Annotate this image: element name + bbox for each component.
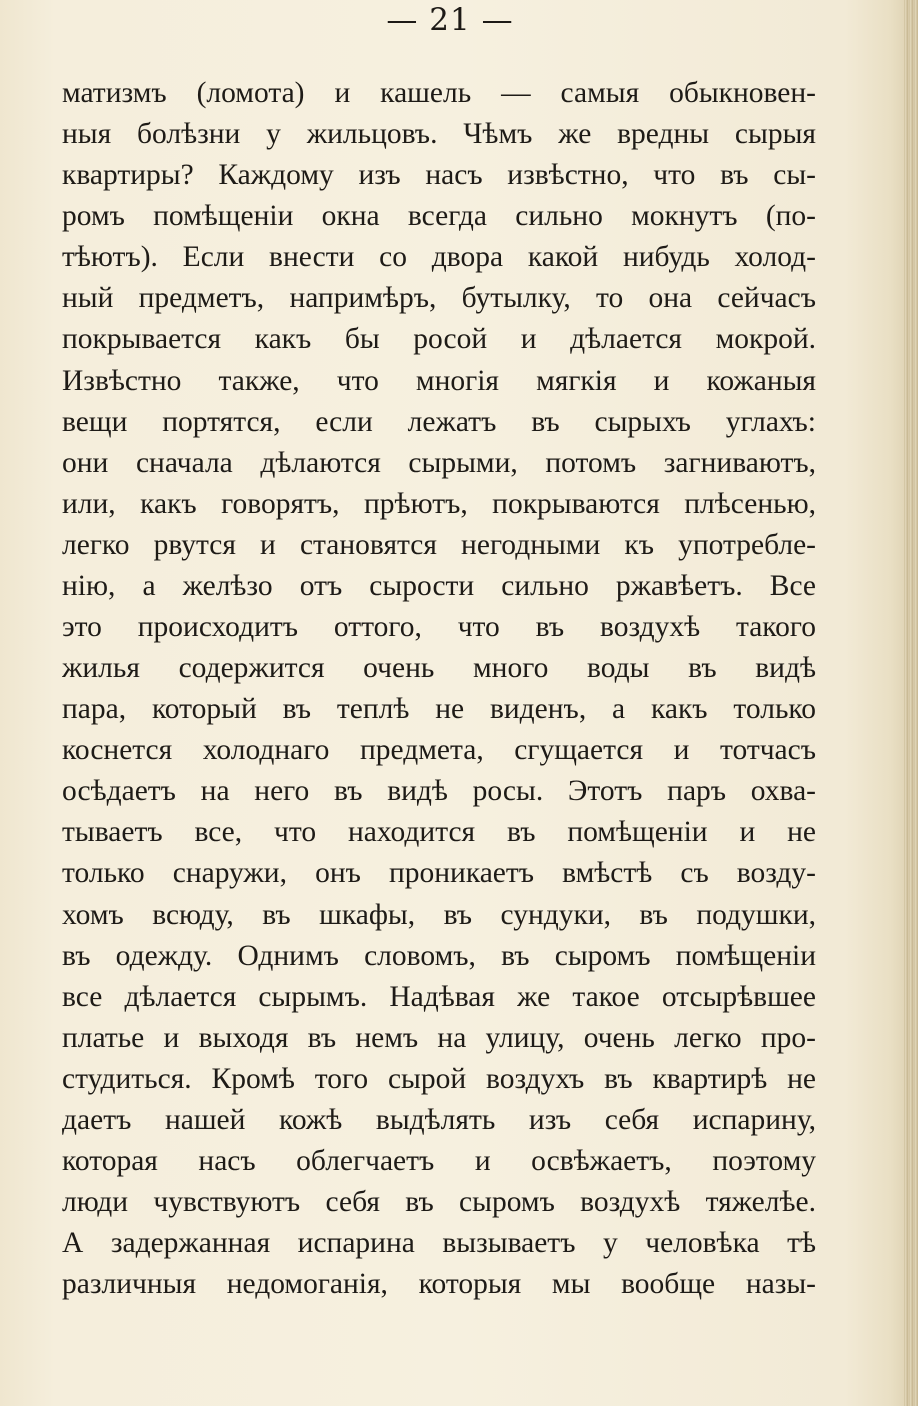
text-line: различныя недомоганія, которыя мы вообще назы- [62, 1268, 816, 1301]
text-line: квартиры? Каждому изъ насъ извѣстно, что въ сы- [62, 159, 816, 192]
text-line: это происходитъ оттого, что въ воздухѣ такого [62, 611, 816, 644]
page-number: — 21 — [386, 2, 514, 38]
text-line: матизмъ (ломота) и кашель — самыя обыкновен- [62, 77, 816, 109]
text-line: пара, который въ теплѣ не виденъ, а какъ только [62, 693, 816, 726]
text-line: или, какъ говорятъ, прѣютъ, покрываются плѣсенью, [62, 487, 816, 520]
text-line: студиться. Кромѣ того сырой воздухъ въ квартирѣ не [62, 1062, 816, 1095]
text-line: хомъ всюду, въ шкафы, въ сундуки, въ подушки, [62, 898, 816, 931]
body-text [62, 73, 816, 1305]
text-line: нію, а желѣзо отъ сырости сильно ржавѣетъ. Все [62, 569, 816, 602]
text-line: въ одежду. Однимъ словомъ, въ сыромъ помѣщеніи [62, 939, 816, 972]
text-line: только снаружи, онъ проникаетъ вмѣстѣ съ возду- [62, 857, 816, 890]
text-line: ныя болѣзни у жильцовъ. Чѣмъ же вредны сырыя [62, 118, 816, 151]
text-line: жилья содержится очень много воды въ видѣ [62, 652, 816, 685]
text-line: тѣютъ). Если внести со двора какой нибудь холод- [62, 241, 816, 274]
text-line: ный предметъ, напримѣръ, бутылку, то она сейчасъ [62, 282, 816, 315]
text-line: платье и выходя въ немъ на улицу, очень легко про- [62, 1021, 816, 1054]
page-edge [904, 0, 918, 1406]
text-line: осѣдаетъ на него въ видѣ росы. Этотъ паръ охва- [62, 775, 816, 808]
text-line: А задержанная испарина вызываетъ у человѣка тѣ [62, 1227, 816, 1260]
text-line: легко рвутся и становятся негодными къ употребле- [62, 528, 816, 561]
text-line: люди чувствуютъ себя въ сыромъ воздухѣ тяжелѣе. [62, 1186, 816, 1219]
text-line: ромъ помѣщеніи окна всегда сильно мокнутъ (по- [62, 200, 816, 233]
text-line: даетъ нашей кожѣ выдѣлять изъ себя испарину, [62, 1103, 816, 1136]
text-line: все дѣлается сырымъ. Надѣвая же такое отсырѣвшее [62, 980, 816, 1013]
text-line: вещи портятся, если лежатъ въ сырыхъ углахъ: [62, 405, 816, 438]
text-line: Извѣстно также, что многія мягкія и кожаныя [62, 364, 816, 397]
text-line: они сначала дѣлаются сырыми, потомъ загниваютъ, [62, 446, 816, 479]
text-line: которая насъ облегчаетъ и освѣжаетъ, поэтому [62, 1145, 816, 1178]
text-line: коснется холоднаго предмета, сгущается и тотчасъ [62, 734, 816, 767]
text-line: покрывается какъ бы росой и дѣлается мокрой. [62, 323, 816, 356]
text-line: тываетъ все, что находится въ помѣщеніи и не [62, 816, 816, 849]
